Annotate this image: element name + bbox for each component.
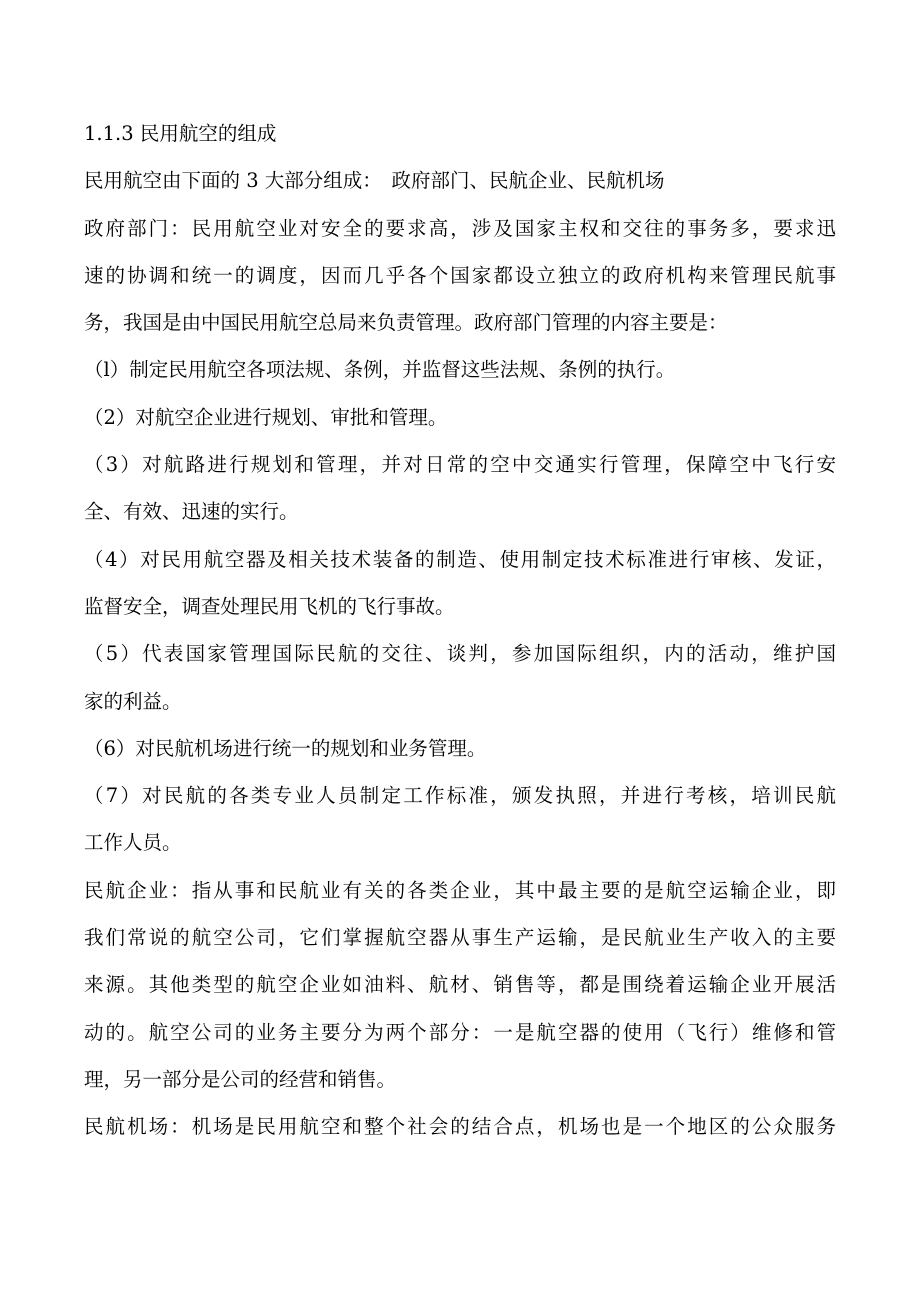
paragraph-line: 速的协调和统一的调度，因而几乎各个国家都设立独立的政府机构来管理民航事 (84, 263, 836, 287)
list-item: （3）对航路进行规划和管理，并对日常的空中交通实行管理，保障空中飞行安 (84, 453, 836, 477)
list-item: （2）对航空企业进行规划、审批和管理。 (84, 405, 448, 429)
list-item-continuation: 全、有效、迅速的实行。 (84, 500, 299, 524)
list-item: （6）对民航机场进行统一的规划和业务管理。 (84, 736, 487, 760)
paragraph-line: 动的。航空公司的业务主要分为两个部分：一是航空器的使用（飞行）维修和管 (84, 1020, 836, 1044)
document-page (84, 110, 836, 1151)
paragraph-line: 理，另一部分是公司的经营和销售。 (84, 1067, 397, 1091)
paragraph-line: 我们常说的航空公司，它们掌握航空器从事生产运输，是民航业生产收入的主要 (84, 926, 836, 950)
list-item: （5）代表国家管理国际民航的交往、谈判，参加国际组织，内的活动，维护国 (84, 642, 836, 666)
list-item-continuation: 工作人员。 (84, 831, 182, 855)
paragraph-line: 民航机场：机场是民用航空和整个社会的结合点，机场也是一个地区的公众服务 (84, 1115, 836, 1139)
paragraph-line: 民航企业：指从事和民航业有关的各类企业，其中最主要的是航空运输企业，即 (84, 878, 836, 902)
list-item: （l）制定民用航空各项法规、条例，并监督这些法规、条例的执行。 (84, 358, 676, 382)
paragraph-line: 来源。其他类型的航空企业如油料、航材、销售等，都是围绕着运输企业开展活 (84, 973, 836, 997)
paragraph-line: 务，我国是由中国民用航空总局来负责管理。政府部门管理的内容主要是： (84, 311, 728, 335)
list-item-continuation: 监督安全，调查处理民用飞机的飞行事故。 (84, 594, 455, 618)
intro-line: 民用航空由下面的 3 大部分组成： 政府部门、民航企业、民航机场 (84, 169, 665, 193)
list-item: （4）对民用航空器及相关技术装备的制造、使用制定技术标准进行审核、发证， (84, 547, 836, 571)
list-item-continuation: 家的利益。 (84, 689, 182, 713)
paragraph-line: 政府部门：民用航空业对安全的要求高，涉及国家主权和交往的事务多，要求迅 (84, 216, 836, 240)
list-item: （7）对民航的各类专业人员制定工作标准，颁发执照，并进行考核，培训民航 (84, 784, 836, 808)
section-heading: 1.1.3 民用航空的组成 (84, 122, 277, 145)
